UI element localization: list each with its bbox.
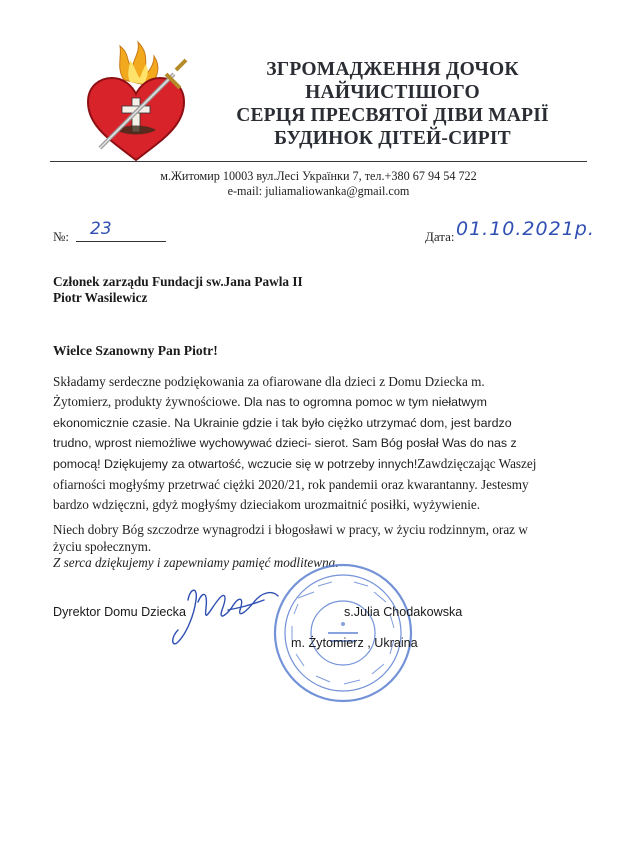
email-line: e-mail: juliamaliowanka@gmail.com <box>227 184 410 198</box>
body-line: pomocą! Dziękujemy za otwartość, wczucie się w potrzeby innych!Zawdzięczając Waszej <box>53 456 537 472</box>
recipient-line-1: Członek zarządu Fundacji sw.Jana Pawla II <box>53 274 303 289</box>
sacred-heart-logo <box>80 40 192 168</box>
director-label: Dyrektor Domu Dziecka <box>53 605 186 619</box>
title-line-4: БУДИНОК ДІТЕЙ-СИРІТ <box>274 128 511 149</box>
organization-title <box>185 58 600 150</box>
contact-info <box>50 169 587 199</box>
body-line: ofiarności mogłyśmy przetrwać ciężki 2020/21, rok pandemii oraz kwarantanny. Jestesmy <box>53 476 529 492</box>
body-paragraph-1 <box>53 372 593 515</box>
recipient-block <box>53 274 303 306</box>
body-line: życiu społecznym. <box>53 538 152 554</box>
body-line: ekonomicznie czasie. Na Ukrainie gdzie i tak było ciężko utrzymać dom, jest bardzo <box>53 415 512 430</box>
body-line: trudno, wprost niemożliwe wychowywać dzieci- sierot. Sam Bóg posłał Was do nas z <box>53 436 517 451</box>
date-value: 01.10.2021р. <box>456 218 595 240</box>
title-line-2: НАЙЧИСТІШОГО <box>305 82 480 103</box>
stamp-seal <box>268 558 418 708</box>
title-line-1: ЗГРОМАДЖЕННЯ ДОЧОК <box>266 59 519 80</box>
address-line: м.Житомир 10003 вул.Лесі Українки 7, тел.+380 67 94 54 722 <box>160 169 477 183</box>
date-label: Дата: <box>425 229 455 244</box>
recipient-line-2: Piotr Wasilewicz <box>53 290 148 305</box>
signer-place: m. Żytomierz , Ukraina <box>291 636 418 650</box>
closing-line: Z serca dziękujemy i zapewniamy pamięć modlitewna. <box>53 555 339 570</box>
body-line: Żytomierz, produkty żywnościowe. Dla nas to ogromna pomoc w tym niełatwym <box>53 393 487 409</box>
body-line: Niech dobry Bóg szczodrze wynagrodzi i błogosławi w pracy, w życiu rodzinnym, oraz w <box>53 522 528 537</box>
title-line-3: СЕРЦЯ ПРЕСВЯТОЇ ДІВИ МАРІЇ <box>236 105 549 126</box>
body-line: Składamy serdeczne podziękowania za ofiarowane dla dzieci z Domu Dziecka m. <box>53 374 485 389</box>
body-line: bardzo wdzięczni, gdyż mogłyśmy dzieciakom urozmaitnić posiłki, wyżywienie. <box>53 496 481 512</box>
salutation: Wielce Szanowny Pan Piotr! <box>53 343 218 358</box>
number-value: 23 <box>90 219 112 239</box>
signer-name: s.Julia Chodakowska <box>344 605 463 619</box>
number-label: №: <box>53 229 70 244</box>
number-underline <box>76 241 166 242</box>
header-divider <box>50 161 587 162</box>
